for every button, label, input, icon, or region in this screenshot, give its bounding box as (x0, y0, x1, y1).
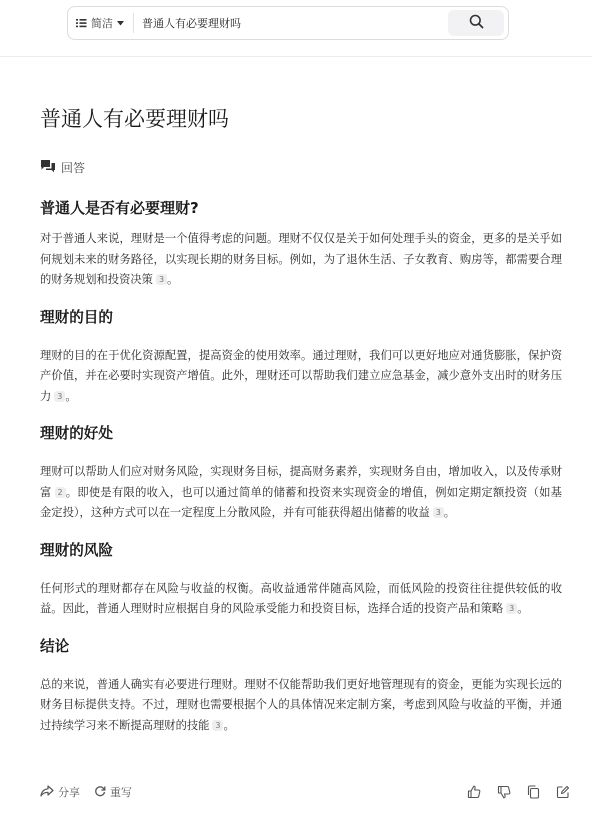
question-heading: 普通人是否有必要理财? (40, 199, 199, 217)
rewrite-button[interactable] (94, 784, 132, 800)
intro-text: 对于普通人来说，理财是一个值得考虑的问题。理财不仅仅是关于如何处理手头的资金，更多的是关乎如何规划未来的财务路径，以实现长期的财务目标。例如，为了退休生活、子女教育、购房等，都需要合理的财务规划和投资决策 (40, 232, 562, 286)
purpose-paragraph (40, 346, 562, 408)
edit-icon[interactable] (556, 785, 570, 799)
copy-icon[interactable] (527, 785, 540, 799)
list-icon (76, 18, 87, 28)
benefits-text-2: 。即使是有限的收入，也可以通过简单的储蓄和投资来实现资金的增值，例如定期定额投资（如基金定投），这种方式可以在一定程度上分散风险，并有可能获得超出储蓄的收益 (40, 485, 562, 519)
chat-bubbles-icon (40, 159, 56, 176)
share-button[interactable] (40, 784, 80, 800)
purpose-text: 理财的目的在于优化资源配置，提高资金的使用效率。通过理财，我们可以更好地应对通货膨胀，保护资产价值，并在必要时实现资产增值。此外，理财还可以帮助我们建立应急基金，减少意外支出时的财务压力 (40, 348, 562, 403)
thumbs-down-icon[interactable] (497, 785, 511, 799)
citation-badge[interactable]: 2 (55, 487, 66, 498)
answer-tab (40, 159, 85, 176)
intro-paragraph (40, 229, 562, 291)
period: 。 (443, 506, 456, 519)
share-label: 分享 (58, 786, 80, 799)
benefits-text-1: 理财可以帮助人们应对财务风险，实现财务目标，提高财务素养，实现财务自由，增加收入，以及传承财富 (40, 465, 562, 499)
answer-footer (40, 783, 570, 801)
citation-badge[interactable]: 3 (506, 603, 517, 614)
rewrite-label: 重写 (110, 786, 132, 799)
citation-badge[interactable]: 3 (433, 507, 444, 518)
search-button[interactable] (448, 10, 504, 36)
mode-label: 简洁 (91, 17, 113, 30)
period: 。 (223, 718, 235, 732)
thumbs-up-icon[interactable] (467, 785, 481, 799)
risks-text: 任何形式的理财都存在风险与收益的权衡。高收益通常伴随高风险，而低风险的投资往往提供较低的收益。因此，普通人理财时应根据自身的风险承受能力和投资目标，选择合适的投资产品和策略 (40, 581, 562, 615)
period: 。 (517, 602, 529, 615)
search-box (67, 6, 509, 40)
refresh-icon (94, 785, 106, 800)
share-icon (40, 785, 54, 800)
section-heading-conclusion: 结论 (40, 637, 70, 655)
period: 。 (65, 389, 77, 403)
mode-dropdown[interactable] (68, 13, 134, 33)
search-icon (469, 14, 484, 33)
page-title: 普通人有必要理财吗 (40, 107, 229, 131)
section-heading-purpose: 理财的目的 (40, 308, 113, 326)
section-heading-benefits: 理财的好处 (40, 425, 113, 442)
benefits-paragraph (40, 462, 562, 524)
citation-badge[interactable]: 3 (212, 720, 223, 731)
citation-badge[interactable]: 3 (54, 391, 65, 402)
section-heading-risks: 理财的风险 (40, 541, 113, 559)
caret-down-icon (117, 21, 124, 26)
period: 。 (166, 273, 179, 286)
citation-badge[interactable]: 3 (156, 274, 167, 285)
conclusion-paragraph (40, 675, 562, 737)
search-input[interactable] (134, 7, 448, 39)
top-bar (0, 0, 592, 57)
answer-content (40, 197, 562, 736)
risks-paragraph (40, 579, 562, 620)
conclusion-text: 总的来说，普通人确实有必要进行理财。理财不仅能帮助我们更好地管理现有的资金，更能为实现长远的财务目标提供支持。不过，理财也需要根据个人的具体情况来定制方案，考虑到风险与收益的平衡，并通过持续学习来不断提高理财的技能 (40, 677, 562, 732)
answer-label: 回答 (61, 161, 86, 175)
